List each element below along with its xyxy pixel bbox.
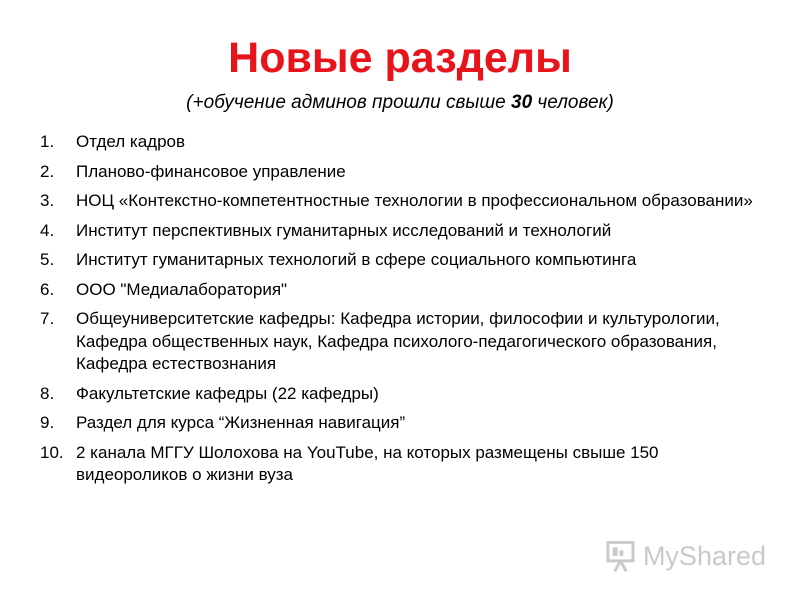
list-item-text: 2 канала МГГУ Шолохова на YouTube, на которых размещены свыше 150 видеороликов о жизни вуза bbox=[76, 442, 659, 484]
list-item-text: Институт перспективных гуманитарных исследований и технологий bbox=[76, 220, 612, 240]
list-item bbox=[40, 442, 770, 487]
subtitle-number: 30 bbox=[511, 92, 533, 113]
list-item-number: 2. bbox=[40, 161, 55, 181]
list-item bbox=[40, 131, 770, 154]
list-item-number: 5. bbox=[40, 250, 55, 269]
list-item-number: 6. bbox=[40, 279, 55, 299]
list-item bbox=[40, 383, 770, 406]
sections-list bbox=[40, 131, 770, 494]
list-item-number: 9. bbox=[40, 413, 55, 432]
list-item-text: НОЦ «Контекстно-компетентностные технологии в профессиональном образовании» bbox=[76, 191, 753, 210]
list-item-number: 8. bbox=[40, 383, 55, 403]
list-item-text: ООО "Медиалаборатория" bbox=[76, 279, 288, 299]
list-item bbox=[40, 249, 770, 272]
slide-subtitle bbox=[0, 91, 800, 115]
logo-text: MyShared bbox=[642, 540, 766, 571]
list-item-number: 4. bbox=[40, 220, 55, 240]
subtitle-text-after: человек) bbox=[532, 92, 614, 113]
presentation-board-icon bbox=[606, 539, 635, 573]
slide-title: Новые разделы bbox=[228, 34, 572, 82]
list-item-text: Институт гуманитарных технологий в сфере социального компьютинга bbox=[76, 250, 637, 269]
list-item-number: 10. bbox=[40, 442, 64, 462]
list-item-text: Планово-финансовое управление bbox=[76, 161, 346, 181]
list-item bbox=[40, 308, 770, 376]
list-item-number: 3. bbox=[40, 191, 55, 210]
list-item-text: Отдел кадров bbox=[76, 132, 186, 151]
list-item-number: 7. bbox=[40, 309, 55, 328]
list-item-text: Раздел для курса “Жизненная навигация” bbox=[76, 413, 406, 432]
list-item bbox=[40, 279, 770, 302]
list-item-text: Факультетские кафедры (22 кафедры) bbox=[76, 383, 379, 403]
list-item bbox=[40, 220, 770, 243]
list-item bbox=[40, 190, 770, 213]
list-item bbox=[40, 412, 770, 435]
list-item-number: 1. bbox=[40, 132, 55, 151]
list-item-text: Общеуниверситетские кафедры: Кафедра истории, философии и культурологии, Кафедра общественных наук, Кафедра психолого-педагогического образования, Кафедра естествознания bbox=[76, 309, 720, 373]
subtitle-text-before: (+обучение админов прошли свыше bbox=[186, 92, 511, 113]
list-item bbox=[40, 161, 770, 184]
myshared-logo[interactable] bbox=[606, 536, 766, 576]
